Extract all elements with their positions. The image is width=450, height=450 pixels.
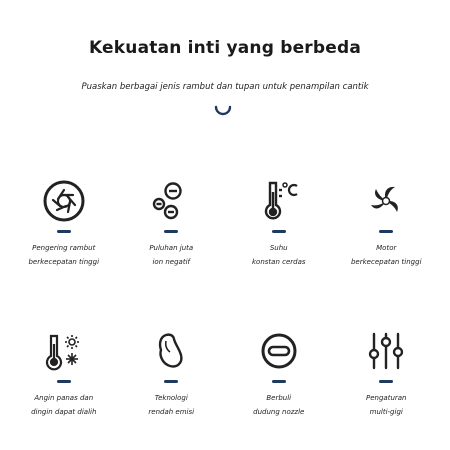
page-subtitle: Puaskan berbagai jenis rambut dan tupan untuk penampilan cantik <box>81 82 369 92</box>
feature-item <box>333 328 441 448</box>
feature-label: Angin panas dan dingin dapat dialih <box>31 394 97 416</box>
accent-bar <box>272 230 286 233</box>
accent-bar <box>57 380 71 383</box>
feature-grid <box>10 178 440 428</box>
feature-label: Teknologi rendah emisi <box>148 394 195 416</box>
accent-bar <box>164 380 178 383</box>
feature-label: Suhu konstan cerdas <box>251 244 306 266</box>
feature-label: Puluhan juta ion negatif <box>149 244 194 266</box>
feature-item <box>118 178 226 298</box>
feature-item <box>10 328 118 448</box>
nozzle-icon <box>256 328 302 374</box>
thermometer-celsius-icon <box>256 178 302 224</box>
feature-label: Pengering rambut berkecepatan tinggi <box>28 244 100 266</box>
feature-label: Berbuli dudung nozzle <box>253 394 305 416</box>
page-title: Kekuatan inti yang berbeda <box>88 38 362 58</box>
accent-bar <box>272 380 286 383</box>
sliders-settings-icon <box>363 328 409 374</box>
accent-bar <box>57 230 71 233</box>
feature-item <box>225 328 333 448</box>
accent-bar <box>379 230 393 233</box>
ion-bubbles-icon <box>148 178 194 224</box>
feature-item <box>10 178 118 298</box>
feature-item <box>225 178 333 298</box>
feature-item <box>118 328 226 448</box>
feature-label: Pengaturan multi-gigi <box>366 394 407 416</box>
fan-turbine-icon <box>41 178 87 224</box>
feature-label: Motor berkecepatan tinggi <box>350 244 422 266</box>
scroll-indicator-icon <box>213 104 233 120</box>
motor-fan-blade-icon <box>363 178 409 224</box>
accent-bar <box>164 230 178 233</box>
feature-item <box>333 178 441 298</box>
stone-technology-icon <box>148 328 194 374</box>
accent-bar <box>379 380 393 383</box>
hot-cold-air-icon <box>41 328 87 374</box>
